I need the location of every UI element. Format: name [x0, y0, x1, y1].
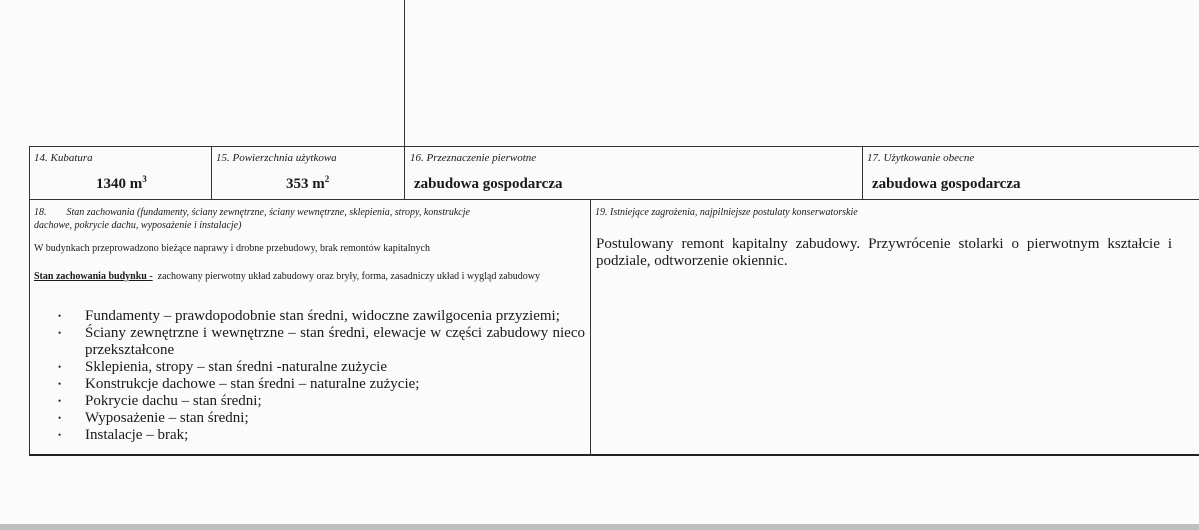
field-15-unit-sup: 2	[324, 174, 330, 184]
list-item: • Sklepienia, stropy – stan średni -naturalne zużycie	[29, 359, 585, 376]
field-19-text: Postulowany remont kapitalny zabudowy. Przywrócenie stolarki o pierwotnym kształcie i podziale, odtworzenie okiennic.	[596, 236, 1172, 269]
row-line-top	[29, 146, 1199, 147]
field-14-number: 1340 m	[96, 176, 143, 192]
field-18-state-text: zachowany pierwotny układ zabudowy oraz bryły, forma, zasadniczy układ i wygląd zabudowy	[152, 271, 540, 282]
field-18-state-dash: -	[146, 271, 153, 282]
field-16-value: zabudowa gospodarcza	[414, 176, 563, 192]
field-14-label: 14. Kubatura	[34, 152, 93, 164]
col-divider-15-16	[404, 146, 405, 199]
field-18-state	[34, 271, 586, 283]
list-item: • Pokrycie dachu – stan średni;	[29, 393, 585, 410]
field-18-state-heading: Stan zachowania budynku	[34, 271, 147, 282]
list-item: • Fundamenty – prawdopodobnie stan średni, widoczne zawilgocenia przyziemi;	[29, 308, 585, 325]
field-16-label: 16. Przeznaczenie pierwotne	[410, 152, 537, 164]
field-14-value	[96, 176, 147, 193]
row-line-mid	[29, 199, 1199, 200]
field-17-label: 17. Użytkowanie obecne	[867, 152, 975, 164]
row-line-bottom	[29, 454, 1199, 456]
field-17-value: zabudowa gospodarcza	[872, 176, 1021, 192]
field-18-label-line2: dachowe, pokrycie dachu, wyposażenie i instalacje)	[34, 220, 242, 231]
list-item: • Wyposażenie – stan średni;	[29, 410, 585, 427]
list-item: • Instalacje – brak;	[29, 427, 585, 444]
field-19-label: 19. Istniejące zagrożenia, najpilniejsze postulaty konserwatorskie	[595, 207, 858, 218]
field-18-items	[29, 308, 585, 444]
col-divider-16-17	[862, 146, 863, 199]
list-item: • Konstrukcje dachowe – stan średni – naturalne zużycie;	[29, 376, 585, 393]
field-15-number: 353 m	[286, 176, 325, 192]
col-divider-14-15	[211, 146, 212, 199]
list-item: • Ściany zewnętrzne i wewnętrzne – stan średni, elewacje w części zabudowy nieco przekształcone	[29, 325, 585, 359]
top-divider	[404, 0, 405, 146]
field-15-value	[286, 176, 329, 193]
field-15-label: 15. Powierzchnia użytkowa	[216, 152, 337, 164]
col-divider-18-19	[590, 199, 591, 455]
field-18-note: W budynkach przeprowadzono bieżące naprawy i drobne przebudowy, brak remontów kapitalnych	[34, 243, 430, 254]
scan-edge	[0, 524, 1199, 530]
field-14-unit-sup: 3	[142, 174, 147, 184]
field-18-label-line1: 18. Stan zachowania (fundamenty, ściany zewnętrzne, ściany wewnętrzne, sklepienia, stropy, konstrukcje	[34, 207, 470, 218]
